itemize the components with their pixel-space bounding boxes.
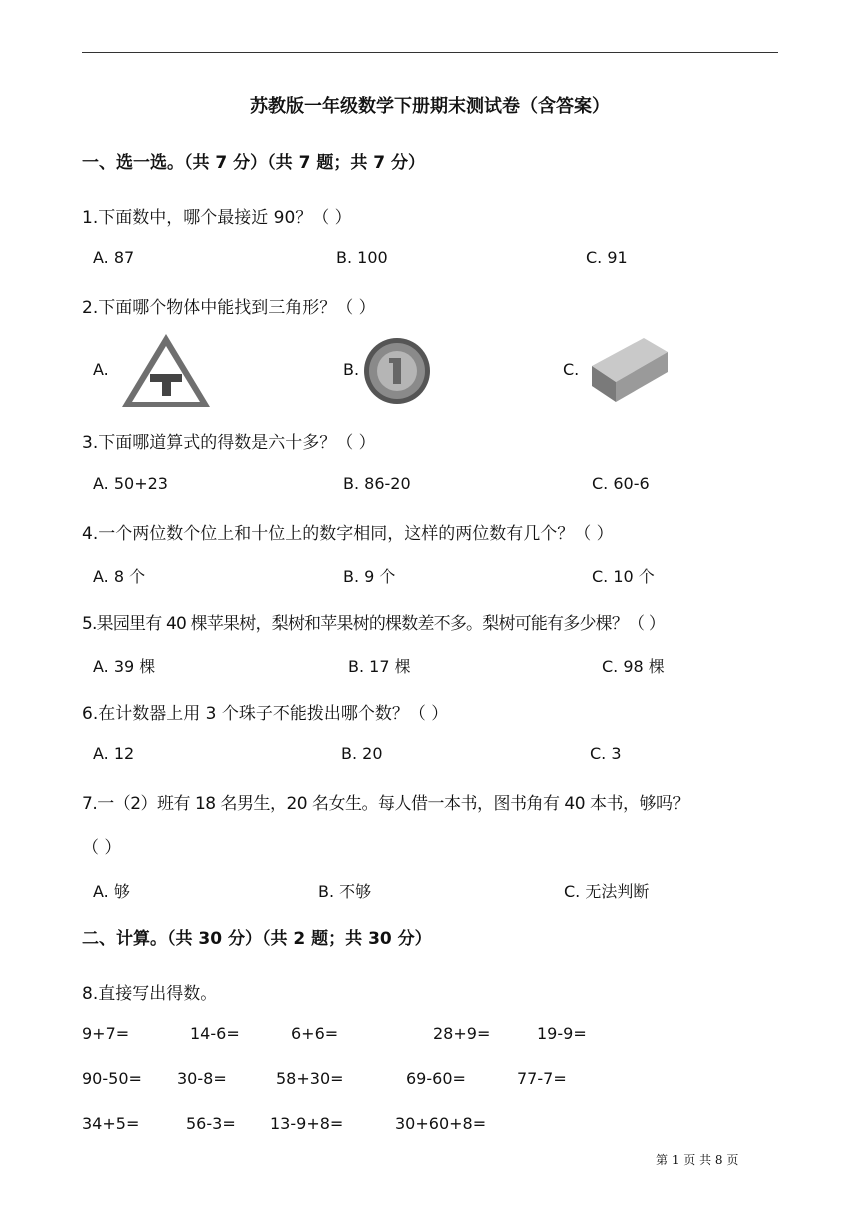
q7-option-a: A. 够 [93,882,130,901]
calc-item: 77-7= [517,1069,567,1088]
q2-option-c: C. [563,360,580,379]
page-title: 苏教版一年级数学下册期末测试卷（含答案） [250,96,610,117]
question-7: 7.一（2）班有 18 名男生，20 名女生。每人借一本书，图书角有 40 本书，够吗？ [82,794,689,814]
question-6: 6.在计数器上用 3 个珠子不能拨出哪个数？（ ） [82,704,449,724]
q6-option-b: B. 20 [341,744,383,763]
q7-option-c: C. 无法判断 [564,882,650,901]
calc-item: 9+7= [82,1024,130,1043]
q5-option-a: A. 39 棵 [93,657,156,676]
rectangular-block-icon [588,334,670,406]
q1-option-a: A. 87 [93,248,135,267]
calc-item: 30-8= [177,1069,227,1088]
calc-item: 28+9= [433,1024,491,1043]
calc-item: 30+60+8= [395,1114,487,1133]
q3-option-c: C. 60-6 [592,474,650,493]
q2-option-a: A. [93,360,109,379]
q3-option-b: B. 86-20 [343,474,411,493]
q4-option-a: A. 8 个 [93,567,146,586]
q2-option-b: B. [343,360,360,379]
triangle-sign-icon [120,332,212,410]
calc-item: 13-9+8= [270,1114,344,1133]
calc-item: 69-60= [406,1069,466,1088]
calc-item: 90-50= [82,1069,142,1088]
question-2: 2.下面哪个物体中能找到三角形？（ ） [82,298,376,318]
q7-option-b: B. 不够 [318,882,372,901]
q1-option-c: C. 91 [586,248,628,267]
question-4: 4.一个两位数个位上和十位上的数字相同，这样的两位数有几个？（ ） [82,524,614,544]
question-1: 1.下面数中，哪个最接近 90？（ ） [82,208,352,228]
calc-item: 56-3= [186,1114,236,1133]
question-3: 3.下面哪道算式的得数是六十多？（ ） [82,433,376,453]
question-8: 8.直接写出得数。 [82,984,218,1004]
calc-item: 6+6= [291,1024,339,1043]
q5-option-b: B. 17 棵 [348,657,411,676]
section-heading-2: 二、计算。（共 30 分）（共 2 题；共 30 分） [82,929,432,949]
calc-item: 34+5= [82,1114,140,1133]
q3-option-a: A. 50+23 [93,474,168,493]
page-footer: 第 1 页 共 8 页 [656,1153,739,1167]
question-5: 5.果园里有 40 棵苹果树，梨树和苹果树的棵数差不多。梨树可能有多少棵？（ ） [82,614,666,634]
coin-icon [362,336,432,406]
q1-option-b: B. 100 [336,248,388,267]
q4-option-b: B. 9 个 [343,567,396,586]
top-rule [82,52,778,53]
q6-option-c: C. 3 [590,744,622,763]
q5-option-c: C. 98 棵 [602,657,665,676]
section-heading-1: 一、选一选。（共 7 分）（共 7 题；共 7 分） [82,153,425,173]
question-7-bracket: （ ） [82,838,122,858]
calc-item: 58+30= [276,1069,344,1088]
calc-item: 19-9= [537,1024,587,1043]
q4-option-c: C. 10 个 [592,567,655,586]
q6-option-a: A. 12 [93,744,135,763]
calc-item: 14-6= [190,1024,240,1043]
